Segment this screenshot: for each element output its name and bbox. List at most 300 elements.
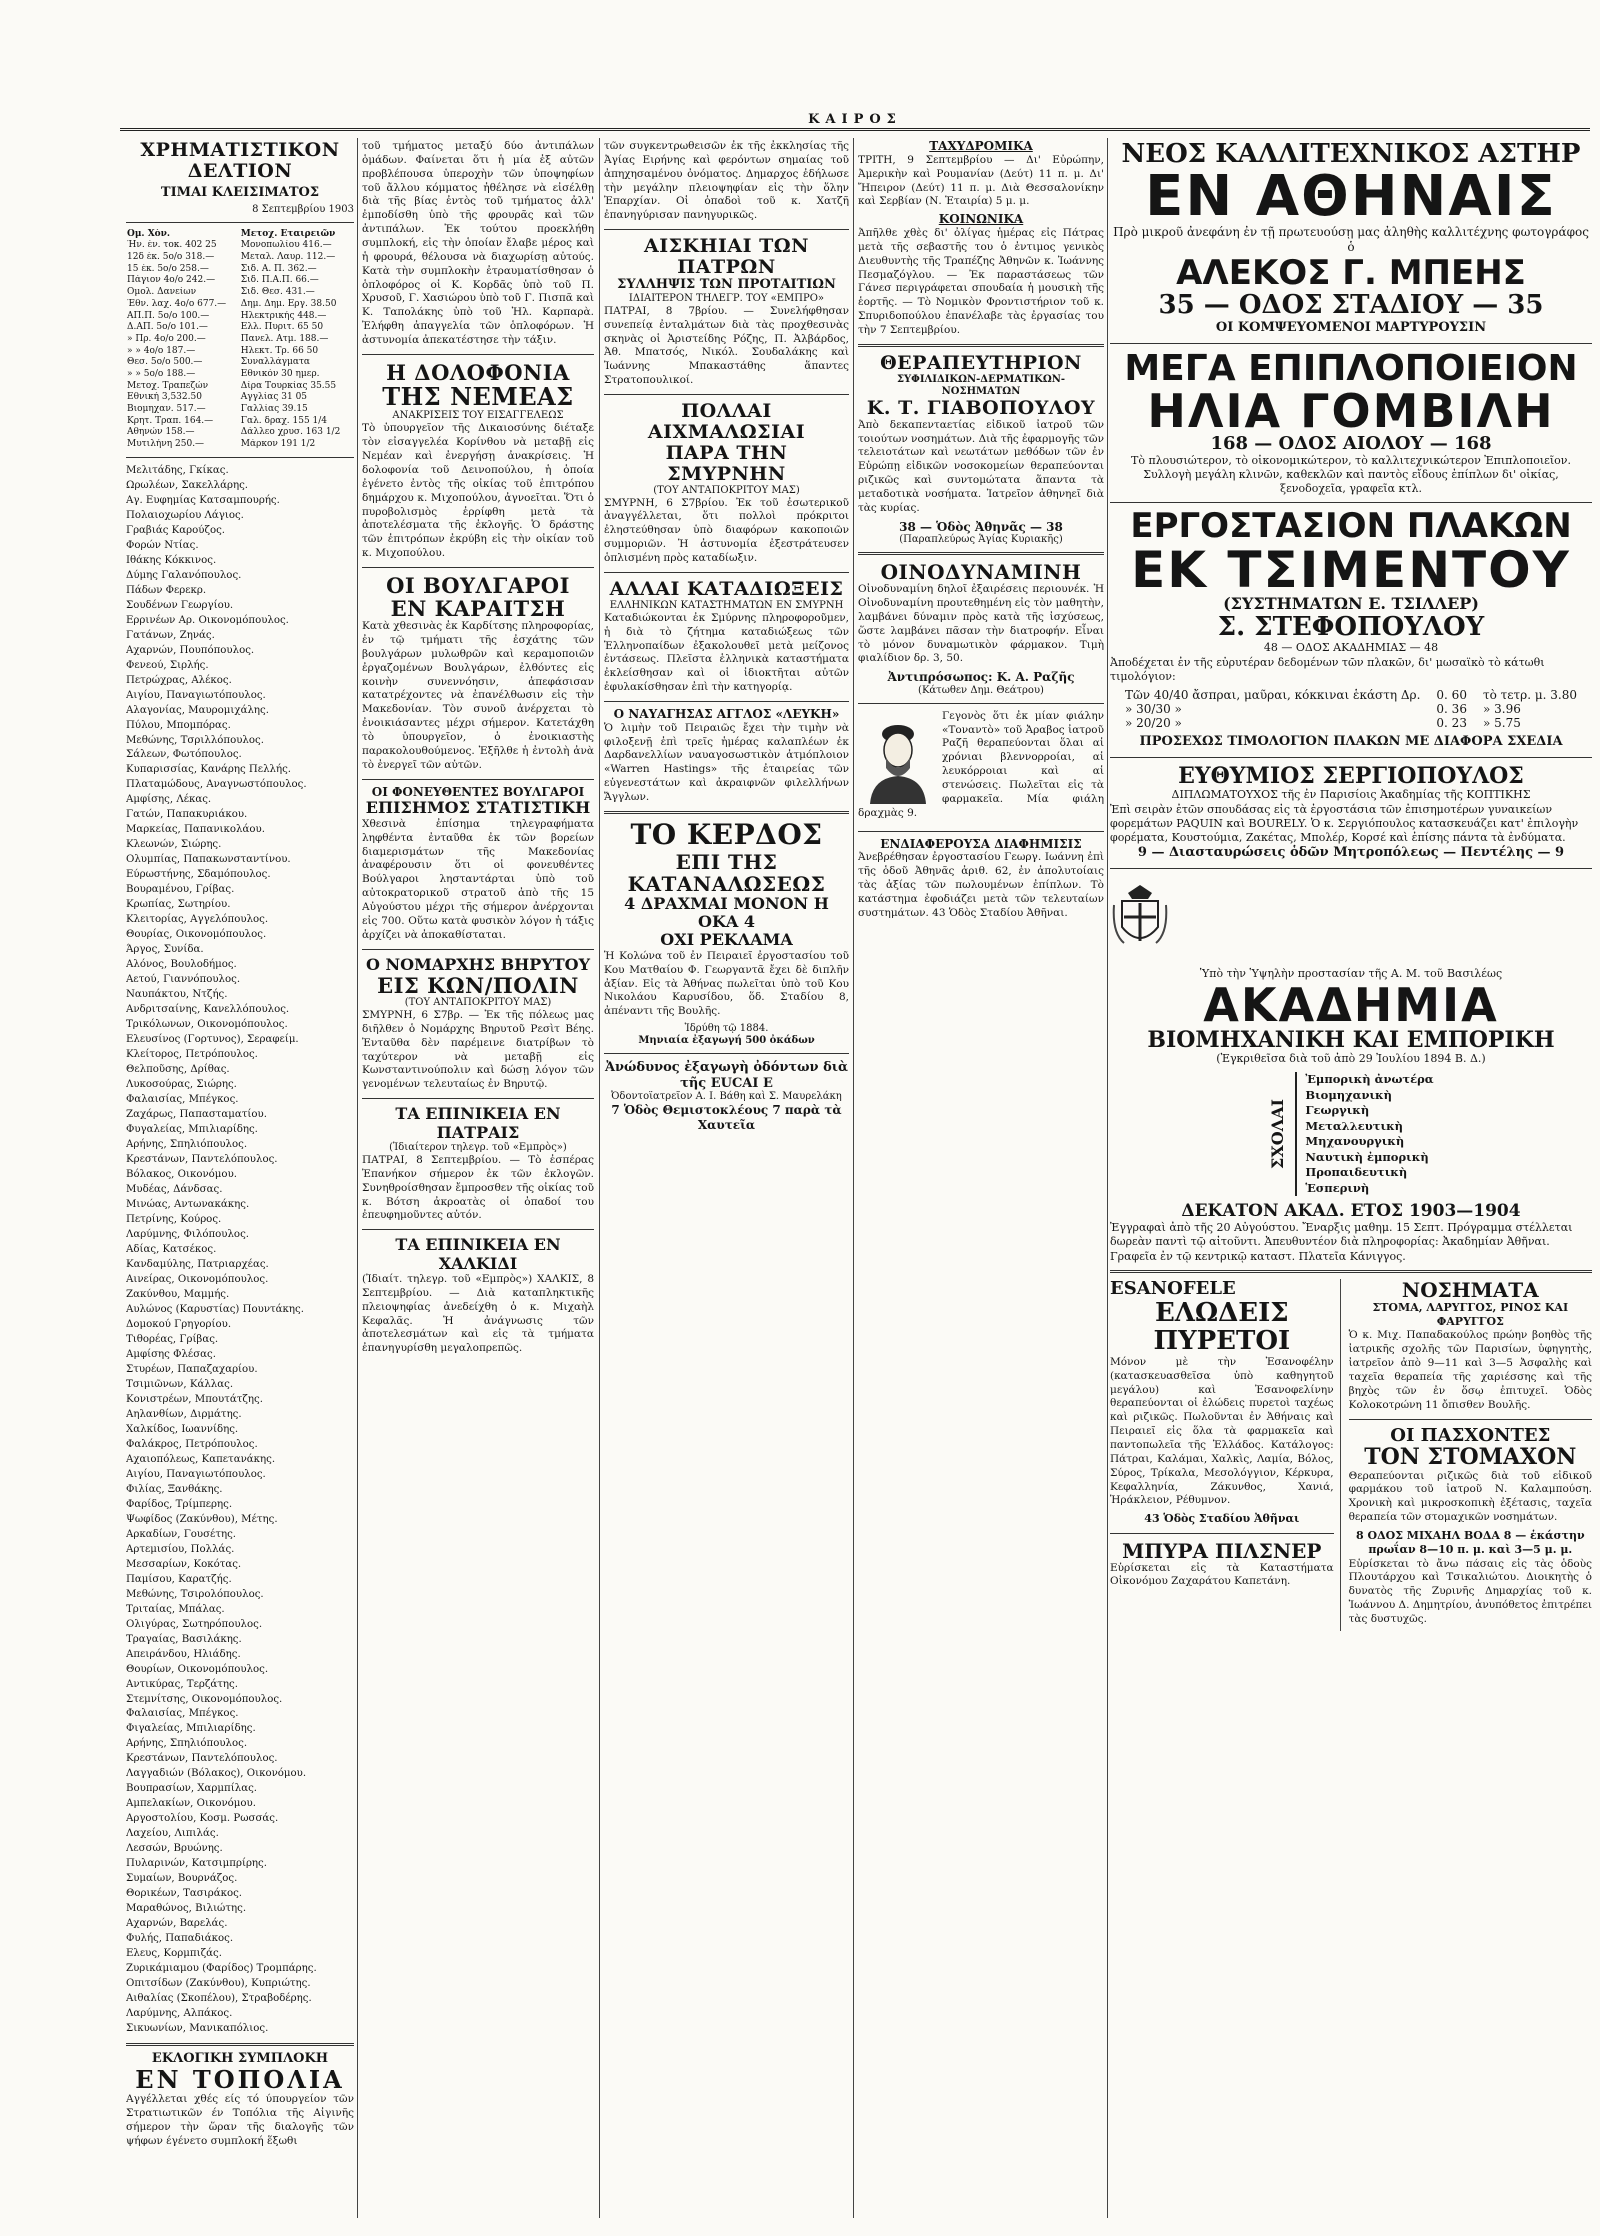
article-text: Τὸ ὑπουργεῖον τῆς Δικαιοσύνης διέταξε τὸν εἰσαγγελέα Κορίνθου νὰ μεταβῇ εἰς Νεμέαν καὶ ἐνεργήσῃ ἀνακρίσεις. Ἡ δολοφονία τοῦ Δεινοπούλου, ἡ ὁποία ἐγένετο ἐντὸς τῆς οἰκίας τοῦ ἐπιτρόπου δημάρχου κ. Μιχοπούλου, ἀγνοεῖται. Ὅτι ὁ πυροβολισμὸς ἐρρίφθη μετὰ τὰ ἀποτελέσματα τῆς ἐκλογῆς. Ὁ δράστης τῶν ἐπιτρόπων ἐκρύβη εἰς τὴν οἰκίαν τοῦ κ. Μιχοπούλου. — [362, 422, 594, 560]
ad-title: Κ. Τ. ΓΙΑΒΟΠΟΥΛΟΥ — [866, 396, 1096, 419]
column-rule — [357, 138, 358, 2218]
list-item: Αμφίσης, Λέκας. — [126, 794, 212, 806]
list-item: Φιγαλείας, Μπιλιαρίδης. — [126, 1723, 256, 1735]
list-item: Τραγαίας, Βασιλάκης. — [126, 1633, 242, 1645]
bond-cell: Ομολ. Δανείων — [127, 287, 197, 298]
school-item: Ναυτικὴ ἐμπορικὴ — [1305, 1149, 1429, 1164]
list-item: Μελιτάδης, Γκίκας. — [126, 464, 229, 476]
list-item: Θουρίας, Οικονομόπουλος. — [126, 929, 267, 941]
bond-cell: Ομ. Χόν. — [127, 228, 171, 239]
list-item: Μαραθώνος, Βιλιώτης. — [126, 1903, 247, 1915]
headline: ΠΑΡΑ ΤΗΝ ΣΜΥΡΝΗΝ — [665, 441, 788, 485]
divider — [604, 572, 849, 573]
headline: Ο ΝΑΥΑΓΗΣΑΣ ΑΓΓΛΟΣ «ΛΕΥΚΗ» — [613, 706, 840, 721]
article-title: ΕΝ ΤΟΠΟΛΙΑ — [135, 2065, 345, 2095]
share-cell: Δίρα Τουρκίας 35.55 — [240, 380, 337, 391]
market-row — [126, 240, 354, 252]
divider — [126, 2043, 354, 2046]
list-item: Αυλώνος (Καρυστίας) Πουντάκης. — [126, 1303, 304, 1315]
bond-cell: Αθηνών 158.— — [127, 427, 195, 438]
list-item: Αχαιοπόλεως, Καπετανάκης. — [126, 1453, 276, 1465]
bond-cell: ΑΠ.Π. 5ο/ο 100.— — [127, 310, 210, 321]
share-cell: Αγγλίας 31 05 — [240, 392, 308, 403]
list-item: Αιθαλίας (Σκοπέλου), Στραβοδέρης. — [126, 1993, 312, 2005]
list-item: Αντικύρας, Τερζάτης. — [126, 1678, 238, 1690]
share-cell: Ηλεκτ. Τρ. 66 50 — [240, 345, 319, 356]
ad-address: 38 — Ὁδὸς Ἀθηνᾶς — 38 — [899, 519, 1063, 534]
list-item: Θελποῦσης, Δρίθας. — [126, 1064, 230, 1076]
ad-subtitle: ΟΧΙ ΡΕΚΛΑΜΑ — [660, 930, 793, 950]
headline: ΤΗΣ ΝΕΜΕΑΣ — [382, 381, 574, 411]
list-item: Άργος, Συνίδα. — [126, 944, 204, 956]
divider — [126, 457, 354, 458]
list-item: Θορικέων, Τασιράκος. — [126, 1888, 243, 1900]
ad-name: ΑΛΕΚΟΣ Γ. ΜΠΕΗΣ — [1176, 252, 1526, 293]
section-heading: ΤΑΧΥΔΡΟΜΙΚΑ — [929, 140, 1033, 153]
article-text: Ἀπῆλθε χθὲς δι' ὀλίγας ἡμέρας εἰς Πάτρας μετὰ τῆς σεβαστῆς του ὁ ἐντιμος γενικὸς Διευθυντὴς τῆς Τραπέζης Ἀθηνῶν κ. Ἰωάννης Πεσμαζόγλου. — Ἐκ παραστάσεως τῶν Γάνεσ περιγράφεται σπουδαία ἡ μουσικὴ τῆς ἑορτῆς. — Τὸ Νομικὸν Φροντιστήριον τοῦ κ. Σπυριδοπούλου ἐπανέλαβε τὰς ἐργασίας του τὴν 7 Σεπτεμβρίου. — [858, 227, 1104, 337]
article-text: Ὁ λιμὴν τοῦ Πειραιῶς ἔχει τὴν τιμὴν νὰ φιλοξενῇ ἐπὶ τρεῖς ἡμέρας καλαπλέων ἐκ Δαρδανελλίων ναυαγοσωστικὸν ἀτμόπλοιον «Warren Hastings» τῆς ἐταιρείας τῶν εὐγενεστάτων καὶ ἀκραιφνῶν φιλελλήνων Ἄγγλων. — [604, 721, 849, 804]
article-text: τῶν συγκεντρωθεισῶν ἐκ τῆς ἐκκλησίας τῆς Ἀγίας Ειρήνης καὶ φερόντων σημαίας τοῦ ἀπηχησαμένου ὀνόματος. Δημαρχος ἐδήλωσε τὴν μεγάλην πλειοψηφίαν εἰς τὴν ὅλην Ἐπαρχίαν. Οἱ ὁπαδοὶ τοῦ κ. Χατζῆ ἐπανηγύρισαν πανηγυρικῶς. — [604, 140, 849, 222]
divider — [858, 831, 1104, 832]
price-row — [1117, 702, 1585, 716]
bond-cell: Μετοχ. Τραπεζών — [127, 380, 209, 391]
school-item: Ἐμπορικὴ ἀνωτέρα — [1305, 1072, 1434, 1087]
list-item: Αλαγονίας, Μαυρομιχάλης. — [126, 704, 269, 716]
list-item: Κρωπίας, Σωτηρίου. — [126, 899, 231, 911]
market-row — [126, 334, 354, 346]
ad-esanofele — [1110, 1279, 1341, 1631]
market-row — [126, 357, 354, 369]
list-item: Γραβιάς Καρούζος. — [126, 524, 226, 536]
list-item: Κανδαμύλης, Πατριαρχέας. — [126, 1258, 269, 1270]
price-cell: » 5.75 — [1482, 716, 1521, 731]
price-table — [1117, 688, 1585, 730]
divider — [1110, 868, 1592, 869]
divider — [858, 344, 1104, 347]
bottom-ads-row — [1110, 1279, 1592, 1631]
article-text: Αγγέλλεται χθές είς τό ύπουργείον τῶν Στρατιωτικῶν έν Τοπόλια τῆς Αἰγινῆς σήμερον τὴν ὥραν τῆς διαλογῆς τῶν ψήφων έγένετο συμπλοκή ἕξωθι — [126, 2093, 354, 2148]
headline: ΕΙΣ ΚΩΝ/ΠΟΛΙΝ — [377, 972, 579, 998]
ad-text: Τὸ πλουσιώτερον, τὸ οἰκονομικώτερον, τὸ καλλιτεχνικώτερον Ἐπιπλοποιεῖον. Συλλογὴ μεγάλη κλινῶν, καθεκλῶν καὶ παντὸς εἴδους ἐπίπλων δι' οἰκίας, ξενοδοχεῖα, γραφεῖα κτλ. — [1131, 453, 1571, 496]
divider — [604, 1053, 849, 1054]
subheadline: ΑΝΑΚΡΙΣΕΙΣ ΤΟΥ ΕΙΣΑΓΓΕΛΕΩΣ — [392, 410, 564, 422]
list-item: Απειράνδου, Ηλιάδης. — [126, 1648, 241, 1660]
ad-text: Ἡ Κολώνα τοῦ ἐν Πειραιεῖ ἐργοστασίου τοῦ Κου Ματθαίου Φ. Γεωργαντᾶ ἔχει δὲ διπλῆν ἀξίαν. Εἰς τὰ Ἀθήνας πωλεῖται ὑπὸ τοῦ Κου Νικολάου Καρυσίδου, ὅδ. Σταδίου 8, ἀπέναντι τῆς Βουλῆς. — [604, 949, 849, 1018]
list-item: Αρήνης, Σπηλιόπουλος. — [126, 1738, 248, 1750]
list-item: Λαρύμνης, Αλπάκος. — [126, 2008, 233, 2020]
price-cell: » 20/20 » — [1125, 716, 1182, 731]
list-item: Αιγίου, Παναγιωτόπουλος. — [126, 689, 266, 701]
list-item: Δύμης Γαλανόπουλος. — [126, 569, 242, 581]
column-5-ads — [1110, 140, 1592, 1631]
list-item: Αινείρας, Οικονομόπουλος. — [126, 1273, 269, 1285]
list-item: Μεθώνης, Τσριλλόπουλος. — [126, 734, 264, 746]
ad-subtitle: ΣΥΦΙΛΙΔΙΚΩΝ-ΔΕΡΜΑΤΙΚΩΝ-ΝΟΣΗΜΑΤΩΝ — [896, 373, 1066, 397]
list-item: Πάδων Φερεκρ. — [126, 584, 207, 596]
ad-heading: ΗΛΙΑ ΓΟΜΒΙΛΗ — [1147, 383, 1555, 438]
share-cell: Δημ. Δημ. Εργ. 38.50 — [240, 298, 337, 309]
ad-subtitle: 4 ΔΡΑΧΜΑΙ ΜΟΝΟΝ Η ΟΚΑ 4 — [624, 893, 829, 932]
bond-cell: Πάγιον 4ο/ο 242.— — [127, 275, 216, 286]
headline: ΠΟΛΛΑΙ ΑΙΧΜΑΛΩΣΙΑΙ — [647, 400, 806, 443]
school-item: Ἑσπερινὴ — [1305, 1180, 1370, 1195]
share-cell: Ηλεκτρικής 448.— — [240, 310, 327, 321]
price-cell: » 3.96 — [1482, 702, 1521, 717]
ad-line: (Κάτωθεν Δημ. Θεάτρου) — [918, 684, 1044, 696]
school-item: Προπαιδευτικὴ — [1305, 1165, 1408, 1180]
ad-subtitle: ΔΕΚΑΤΟΝ ΑΚΑΔ. ΕΤΟΣ 1903—1904 — [1181, 1201, 1521, 1222]
divider — [362, 354, 594, 355]
headline: ΕΝ ΚΑΡΑΙΤΣΗ — [390, 596, 566, 622]
list-item: Φαρίδος, Τρίμπερης. — [126, 1498, 233, 1510]
ad-title: ΟΙΝΟΔΥΝΑΜΙΝΗ — [880, 560, 1082, 585]
ad-text: Γεγονὸς ὅτι ἐκ μίαν φιάλην «Τοναντὸ» τοῦ Ἀραβος ἰατροῦ Ραζῆ θεραπεύονται ὅλαι αἱ χρόνιαι βλεννορροίαι, αἱ λευκόρροιαι καὶ αἱ στενώσεις. Πωλεῖται εἰς τὰ φαρμακεῖα. Μία φιάλη δραχμὰς 9. — [858, 709, 1104, 819]
share-cell: Μάρκον 191 1/2 — [240, 439, 316, 450]
article-text: ΠΑΤΡΑΙ, 8 7βρίου. — Συνελήφθησαν συνεπείᾳ ἐνταλμάτων διὰ τὰς προχθεσινὰς σκηνὰς οἱ Ἀριστείδης Ρόζης, Π. Ἀλβάρδος, Ἀθ. Μπατσός, Νικόλ. Σουδαλάκης καὶ Ἰωάννης Μπακαστάθης ἅπαντες Στρατοπουλικοί. — [604, 304, 849, 387]
market-row — [126, 404, 354, 416]
list-item: Σικυωνίων, Μανικαπόλιος. — [126, 2023, 269, 2035]
list-item: Βόλακος, Οικονόμου. — [126, 1169, 237, 1181]
ad-text: Θεραπεύονται ριζικῶς διὰ τοῦ εἰδικοῦ φαρμάκου τοῦ ἰατροῦ Ν. Καλαμπούση. Χρονικὴ καὶ μικροσκοπικὴ ἐξέτασις, ταχεῖα θεραπεία τῶν στομαχικῶν νοσημάτων. — [1348, 1469, 1592, 1524]
headline: ΤΑ ΕΠΙΝΙΚΕΙΑ ΕΝ ΧΑΛΚΙΔΙ — [395, 1235, 561, 1273]
list-item: Σάλεων, Φωτόπουλος. — [126, 749, 242, 761]
list-item: Αετού, Γιαννόπουλος. — [126, 974, 241, 986]
ad-heading: ΒΙΟΜΗΧΑΝΙΚΗ ΚΑΙ ΕΜΠΟΡΙΚΗ — [1147, 1026, 1555, 1053]
column-3 — [604, 140, 849, 1132]
ad-line: Μηνιαία ἐξαγωγή 500 ὀκάδων — [638, 1035, 815, 1047]
list-item: Αχαρνών, Βαρελάς. — [126, 1918, 228, 1930]
list-item: Κλεωνών, Σιώρης. — [126, 839, 222, 851]
list-item: Λαγγαδιών (Βόλακος), Οικονόμου. — [126, 1768, 307, 1780]
headline: ΑΛΛΑΙ ΚΑΤΑΔΙΩΞΕΙΣ — [609, 577, 844, 600]
list-item: Κλειτορίας, Αγγελόπουλος. — [126, 914, 269, 926]
market-row — [126, 346, 354, 358]
list-item: Στυρέων, Παπαζαχαρίου. — [126, 1363, 258, 1375]
list-item: Αηλανθίων, Διρμάτης. — [126, 1408, 242, 1420]
market-row — [126, 264, 354, 276]
ad-title: ΘΕΡΑΠΕΥΤΗΡΙΟΝ — [880, 351, 1082, 374]
list-item: Ιθάκης Κόκκινος. — [126, 554, 217, 566]
price-cell: Τῶν 40/40 ἄσπραι, μαῦραι, κόκκιναι ἑκάστη Δρ. — [1125, 688, 1421, 703]
divider — [604, 701, 849, 702]
share-cell: Σιδ. Π.Α.Π. 66.— — [240, 275, 319, 286]
ad-text: Ἐπὶ σειρὰν ἐτῶν σπουδάσας εἰς τὰ ἐργοστάσια τῶν ἐπισημοτέρων γυναικείων φορεμάτων PAQUIN καὶ BOURELY. Ὁ κ. Σεργιόπουλος κατασκευάζει κατ' ἐπιλογὴν φορέματα, Κουστούμια, Ζακέτας, Μπολέρ, Κορσέ καὶ ἐπίσης πάντα τὰ ἐνδύματα. — [1110, 802, 1579, 845]
ad-address: 168 — ΟΔΟΣ ΑΙΟΛΟΥ — 168 — [1210, 432, 1492, 454]
bond-cell: » » 5ο/ο 188.— — [127, 368, 196, 379]
ad-heading: ESANOFELE — [1110, 1277, 1236, 1299]
headline: Η ΔΟΛΟΦΟΝΙΑ — [386, 359, 570, 385]
share-cell: Γαλ. δραχ. 155 1/4 — [240, 415, 328, 426]
headline: ΑΙΣΚΗΙΑΙ ΤΩΝ ΠΑΤΡΩΝ — [643, 235, 810, 279]
bond-cell: » » 4ο/ο 187.— — [127, 345, 196, 356]
ad-heading: ΜΠΥΡΑ ΠΙΛΣΝΕΡ — [1122, 1538, 1322, 1563]
column-rule — [599, 138, 600, 2218]
ad-text: Εὑρίσκεται τὸ ἄνω πάσαις εἰς τὰς ὁδοὺς Πλουτάρχου καὶ Τσικαλιώτου. Διοικητὴς ὁ δυνατὸς τῆς Ζυρινῆς Δημαρχίας τοῦ κ. Ἰωάννου Δ. Δημητρίου, ἀνυπόθετος ἐπιτρέπει τὰς δυστυχῶς. — [1348, 1557, 1592, 1626]
ad-subtitle: ΣΤΟΜΑ, ΛΑΡΥΓΓΟΣ, ΡΙΝΟΣ ΚΑΙ ΦΑΡΥΓΓΟΣ — [1372, 1300, 1569, 1329]
divider — [1349, 1419, 1592, 1420]
royal-crest-icon — [1110, 883, 1170, 955]
price-cell: τὸ τετρ. μ. 3.80 — [1482, 688, 1577, 703]
ad-name: Σ. ΣΤΕΦΟΠΟΥΛΟΥ — [1217, 611, 1485, 642]
list-item: Τρικόλωνων, Οικονομόπουλος. — [126, 1019, 288, 1031]
list-item: Αμπελακίων, Οικονόμου. — [126, 1798, 256, 1810]
list-item: Φαλάκρος, Πετρόπουλος. — [126, 1438, 258, 1450]
list-item: Λαχείου, Λιπιλάς. — [126, 1828, 219, 1840]
bond-cell: Δ.ΑΠ. 5ο/ο 101.— — [127, 322, 208, 333]
market-row — [126, 427, 354, 439]
divider — [858, 552, 1104, 555]
list-item: Λεσσών, Βρυώνης. — [126, 1843, 223, 1855]
ad-text: Ἀνεβρέθησαν ἐργοστασίου Γεωργ. Ιωάννη ἐπὶ τῆς ὁδοῦ Ἀθηνᾶς ἀριθ. 62, ἐν ἀπολυτοίαις τὰς ἀξίας τῶν πωλουμένων ἐπίπλων. Τὸ κατάστημα ἐφοδιάζει μετὰ τῶν τελευταίων συστημάτων. 43 Ὁδὸς Σταδίου Ἀθῆναι. — [858, 851, 1104, 919]
list-item: Αιγίου, Παναγιωτόπουλος. — [126, 1468, 266, 1480]
ad-heading: ΕΡΓΟΣΤΑΣΙΟΝ ΠΛΑΚΩΝ — [1130, 506, 1572, 547]
list-item: Ολυμπίας, Παπακωνσταντίνου. — [126, 854, 291, 866]
list-item: Αμφίσης Φλέσας. — [126, 1348, 216, 1360]
list-item: Ωρωλέων, Σακελλάρης. — [126, 479, 249, 491]
market-row — [126, 275, 354, 287]
list-item: Βουπρασίων, Χαρμπίλας. — [126, 1783, 258, 1795]
ad-text: Ἀποδέχεται ἐν τῆς εὐρυτέραν δεδομένων τῶν πλακῶν, δι' μωσαϊκὸ τὸ κάτωθι τιμολόγιον: — [1110, 655, 1545, 683]
list-item: Φαλαισίας, Μπέγκος. — [126, 1094, 239, 1106]
list-item: Αδίας, Κατσέκος. — [126, 1243, 217, 1255]
share-cell: Μεταλ. Λαυρ. 112.— — [240, 252, 336, 263]
market-table — [126, 229, 354, 451]
list-item: Αχαρνών, Πουπόπουλος. — [126, 644, 255, 656]
list-item: Κρεστάνων, Παντελόπουλος. — [126, 1753, 278, 1765]
market-row — [126, 299, 354, 311]
bond-cell: 12δ έκ. 5ο/ο 318.— — [127, 252, 215, 263]
price-cell: 0. 23 — [1436, 716, 1467, 731]
market-row — [126, 381, 354, 393]
list-item: Φυλής, Παπαδιάκος. — [126, 1933, 234, 1945]
share-cell: Δάλλεο χρυσ. 163 1/2 — [240, 427, 341, 438]
list-item: Κλείτορος, Πετρόπουλος. — [126, 1049, 258, 1061]
divider — [604, 811, 849, 814]
ad-subtitle: ΔΙΠΛΩΜΑΤΟΥΧΟΣ τῆς ἐν Παρισίοις Ἀκαδημίας τῆς ΚΟΠΤΙΚΗΣ — [1171, 788, 1531, 802]
list-item: Πολαιοχωρίου Λάγιος. — [126, 509, 244, 521]
share-cell: Σιδ. Α. Π. 362.— — [240, 263, 317, 274]
share-cell: Πανελ. Ατμ. 188.— — [240, 333, 329, 344]
list-item: Αρήνης, Σπηλιόπουλος. — [126, 1139, 248, 1151]
list-item: Φαλαισίας, Μπέγκος. — [126, 1708, 239, 1720]
article-text: ΣΜΥΡΝΗ, 6 Σ7βρ. — Ἐκ τῆς πόλεως μας διῆλθεν ὁ Νομάρχης Βηρυτοῦ Ρεσὶτ Βέης. Ἐνταῦθα δὲν παρέμεινε διατρίβων τὸ ταχύτερον νὰ μεταβῇ εἰς Κωνσταντινούπολιν καὶ δώσῃ λόγον τῶν γενομένων τελευταίως ἐν Βηρυτῷ. — [362, 1009, 594, 1091]
list-item: Συμαίων, Βουρνάζος. — [126, 1873, 238, 1885]
list-item: Μινώας, Αντωνακάκης. — [126, 1199, 250, 1211]
masthead: ΚΑΙΡΟΣ — [120, 112, 1590, 131]
headline: ΣΥΛΛΗΨΙΣ ΤΩΝ ΠΡΟΤΑΙΤΙΩΝ — [617, 276, 836, 292]
bond-cell: Μυτιλήνη 250.— — [127, 439, 205, 450]
list-item: Φορών Ντίας. — [126, 539, 199, 551]
price-row — [1117, 688, 1585, 702]
ad-line: Ὀδοντοϊατρεῖον Α. Ι. Βάθη καὶ Σ. Μαυρελάκη — [611, 1091, 842, 1103]
list-item: Κυπαρισσίας, Κανάρης Πελλής. — [126, 764, 292, 776]
article-text: Καταδιώκονται ἐκ Σμύρνης πληροφοροῦμεν, ἡ διὰ τὸ ζήτημα καταδιώξεως τῶν Ἑλληνοπαίδων ἐξακολουθεῖ μετὰ μείζονος ἐντάσεως. Πλεῖστα ἑλληνικὰ καταστήματα ἐκλείσθησαν καὶ οἱ ἰδιοκτῆται αὐτῶν ἐφυλακίσθησαν ἐπὶ τὴν κατηγορίᾳ. — [604, 611, 849, 694]
subheadline: (Ἰδιαίτερον τηλεγρ. τοῦ «Εμπρὸς») — [389, 1141, 567, 1153]
market-row — [126, 287, 354, 299]
list-item: Γατών, Παπακυριάκου. — [126, 809, 248, 821]
subheadline: (ΤΟΥ ΑΝΤΑΠΟΚΡΙΤΟΥ ΜΑΣ) — [404, 997, 552, 1009]
share-cell: Σιδ. Θεσ. 431.— — [240, 287, 315, 298]
market-row — [126, 311, 354, 323]
divider — [362, 949, 594, 950]
ad-heading: ΝΟΣΗΜΑΤΑ — [1401, 1277, 1539, 1302]
schools-list — [1295, 1072, 1433, 1196]
list-item: Κρεστάνων, Παντελόπουλος. — [126, 1154, 278, 1166]
subheadline: ΕΛΛΗΝΙΚΩΝ ΚΑΤΑΣΤΗΜΑΤΩΝ ΕΝ ΣΜΥΡΝΗ — [609, 599, 844, 611]
ad-line: Ἀνώδυνος ἐξαγωγὴ ὀδόντων διὰ τῆς EUCAI E — [604, 1060, 849, 1091]
share-cell: Συναλλάγματα — [240, 357, 311, 368]
divider — [858, 703, 1104, 704]
list-item: Παμίσου, Καρατζής. — [126, 1573, 232, 1585]
ad-heading: ΕΚ ΤΣΙΜΕΝΤΟΥ — [1131, 541, 1571, 600]
closing-prices-subtitle: ΤΙΜΑΙ ΚΛΕΙΣΙΜΑΤΟΣ — [160, 184, 320, 200]
list-item: Οπιτσίδων (Ζακύνθου), Κυπριώτης. — [126, 1978, 311, 1990]
list-item: Αρτεμισίου, Πολλάς. — [126, 1543, 235, 1555]
article-text: ΠΑΤΡΑΙ, 8 Σεπτεμβρίου. — Τὸ ἐσπέρας Ἐπανήκον σήμερον ἐκ τῶν ἐκλογῶν. Συνηθροίσθησαν ἔμπροσθεν τῆς οἰκίας τοῦ κ. Βότση ἀκροατὰς οἱ ὀπαδοί του ἐπευφημοῦντες αὐτόν. — [362, 1153, 594, 1222]
list-item: Φιλίας, Ξανθάκης. — [126, 1483, 223, 1495]
article-kicker: ΕΚΛΟΓΙΚΗ ΣΥΜΠΛΟΚΗ — [151, 2051, 329, 2067]
ad-line: Ἀντιπρόσωπος: Κ. Α. Ραζῆς — [887, 670, 1075, 685]
list-item: Χαλκίδος, Ιωαννίδης. — [126, 1423, 239, 1435]
list-item: Πύλου, Μπομπόρας. — [126, 719, 231, 731]
ad-address: 9 — Διασταυρώσεις ὁδῶν Μητροπόλεως — Πεντέλης — 9 — [1137, 845, 1565, 861]
list-item: Αργοστολίου, Κοσμ. Ρωσσάς. — [126, 1813, 279, 1825]
headline: ΟΙ ΦΟΝΕΥΘΕΝΤΕΣ ΒΟΥΛΓΑΡΟΙ — [371, 784, 585, 799]
divider — [1110, 1533, 1334, 1534]
portrait-illustration — [858, 712, 936, 804]
column-1 — [126, 140, 354, 2153]
list-item: Στεμνίτσης, Οικονομόπουλος. — [126, 1693, 283, 1705]
headline: ΕΠΙΣΗΜΟΣ ΣΤΑΤΙΣΤΙΚΗ — [365, 798, 591, 818]
ad-text: Ἀπὸ δεκαπενταετίας εἰδικοῦ ἰατροῦ τῶν τοιούτων νοσημάτων. Διὰ τῆς ἐφαρμογῆς τῶν τελειοτάτων καὶ νεωτάτων μεθόδων τῶν ἐν Εὐρώπῃ εἰδικῶν νοσοκομείων θεραπεύονται ριζικῶς καὶ συντομώτατα ἅπαντα τὰ μεταδοτικὰ νοσήματα. Ἰατρεῖον ἀθηνηεῖ διὰ τὰς κυρίας. — [858, 418, 1104, 514]
bond-cell: Ήν. έν. τοκ. 402 25 — [127, 240, 217, 251]
list-item: Τιθορέας, Γρίβας. — [126, 1333, 219, 1345]
ad-heading: ΑΚΑΔΗΜΙΑ — [1203, 977, 1499, 1032]
market-row — [126, 322, 354, 334]
divider — [362, 1098, 594, 1099]
divider — [1110, 757, 1592, 758]
share-cell: Μονοπωλίου 416.— — [240, 240, 332, 251]
list-item: Σουδένων Γεωργίου. — [126, 599, 234, 611]
ad-heading: ΝΕΟΣ ΚΑΛΛΙΤΕΧΝΙΚΟΣ ΑΣΤΗΡ — [1121, 140, 1581, 169]
market-row — [126, 392, 354, 404]
ad-address: 48 — ΟΔΟΣ ΑΚΑΔΗΜΙΑΣ — 48 — [1263, 641, 1439, 655]
list-item: Μεθώνης, Τσιρολόπουλος. — [126, 1588, 264, 1600]
column-2 — [362, 140, 594, 1360]
column-4 — [858, 140, 1104, 925]
divider — [1110, 1270, 1592, 1273]
school-item: Γεωργικὴ — [1305, 1103, 1370, 1118]
divider — [126, 222, 354, 223]
bulletin-date: 8 Σεπτεμβρίου 1903 — [252, 203, 354, 215]
article-text: Χθεσινὰ ἐπίσημα τηλεγραφήματα ληφθέντα ἐνταῦθα ἐκ τῶν βορείων διαμερισμάτων τῆς Μακεδονίας ἀναφέρουσιν ὅτι οἱ φονευθέντες Βούλγαροι λησταντάρται ὑπὸ τοῦ αὐτοκρατορικοῦ στρατοῦ ἀπὸ τῆς 15 Αὐγούστου μέχρι τῆς σήμερον ἀνέρχονται εἰς 700. Οὕτω κατὰ φυσικὸν λόγον ἡ τάξις ἀρχίζει νὰ ἀποκαθίσταται. — [362, 817, 594, 941]
column-rule — [853, 138, 854, 2218]
schools-label: ΣΧΟΛΑΙ — [1268, 1099, 1288, 1170]
ad-text: (Ἐγκριθεῖσα διὰ τοῦ ἀπὸ 29 Ἰουλίου 1894 Β. Δ.) — [1216, 1051, 1486, 1065]
divider — [362, 1229, 594, 1230]
school-item: Μεταλλευτικὴ — [1305, 1118, 1404, 1133]
bond-cell: Έθν. λαχ. 4ο/ο 677.— — [127, 298, 227, 309]
list-item: Ελευς, Κορμπιζάς. — [126, 1948, 222, 1960]
price-row — [1117, 716, 1585, 730]
list-item: Ζυρικάμιαμου (Φαρίδος) Τρομπάρης. — [126, 1963, 317, 1975]
market-row — [126, 229, 354, 241]
article-text: Κατὰ χθεσινὰς ἐκ Καρδίτσης πληροφορίας, ἐν τῷ τμήματι τῆς ἐσχάτης τῶν βουλγάρων μυλωθρῶν καὶ κεραμοποιῶν ἐργαζομένων Βουλγάρων, ἐλθόντες εἰς κοινὴν συνεννόησιν, ἀπεφάσισαν κατατρέχοντες νὰ ἐπανέλθωσιν εἰς τὴν Μακεδονίαν. Τὸν συνοῦ ἀνέρχεται τὸ ἐνοικιάσαντες μέχρι σήμερον. Κατετάχθη τὸ ὑπουργεῖον, ὁ ἐνοικιαστὴς παρακολουθούμενος. Ἐξῆλθε ἡ ἐντολὴ ἀνὰ τὸ ἐνεργεῖ τῶν αὐτῶν. — [362, 620, 594, 771]
ad-address: 35 — ΟΔΟΣ ΣΤΑΔΙΟΥ — 35 — [1158, 290, 1544, 321]
list-item: Αγ. Ευφημίας Κατσαμπουρής. — [126, 494, 280, 506]
divider — [604, 394, 849, 395]
price-cell: 0. 60 — [1436, 688, 1467, 703]
article-text: τοῦ τμήματος μεταξύ δύο ἀντιπάλων ὁμάδων. Φαίνεται ὅτι ἡ μία ἐξ αὐτῶν προβλέπουσα ὑπεροχὴν τῶν ὑποψηφίων τοῦ ἄλλου κόμματος ἠθέλησε νὰ εἰσέλθῃ διὰ τῆς βίας ἐντὸς τοῦ τμήματος ἀλλ' ἐμποδίσθη ὑπὸ τῆς φρουρᾶς καὶ τῶν ἀντιπάλων. Ἐκ τούτου προεκλήθη συμπλοκή, εἰς τὴν ὁποίαν ἔλαβε μέρος καὶ ἡ φρουρά, θέλουσα νὰ διαχωρίσῃ αὐτούς. Κατὰ τὴν συμπλοκὴν ἐτραυματίσθησαν ὁ ὁπλοφόρος οἱ Κ. Κορδᾶς ὑπὸ τοῦ Π. Χρυσοῦ, Γ. Χασιώρου ὑπὸ τοῦ Γ. Πισπᾶ καὶ Κ. Ταπολάκης ὑπὸ τοῦ Ἠλ. Καρπαρὰ. Ἐλήφθη ἀπαγγελία τῶν ὁπλοφόρων. Ἡ ἀστυνομία ἀπεκατέστησε τὴν τάξιν. — [362, 140, 594, 347]
article-text: (Ἰδιαίτ. τηλεγρ. τοῦ «Εμπρὸς») ΧΑΛΚΙΣ, 8 Σεπτεμβρίου. — Διὰ καταπληκτικῆς πλειοψηφίας ἀνεδείχθη ὁ κ. Μιχαὴλ Κεφαλᾶς. Ἡ ἀνάγνωσις τῶν ἀποτελεσμάτων καὶ εἰς τὰ τμήματα ἐπανηγυρίσθη μεγαλοπρεπῶς. — [362, 1273, 594, 1355]
bond-cell: Θεσ. 5ο/ο 500.— — [127, 357, 203, 368]
ad-text: Ὑπὸ τὴν Ὑψηλὴν προστασίαν τῆς Α. Μ. τοῦ Βασιλέως — [1199, 967, 1503, 981]
ad-heading: ΕΝ ΑΘΗΝΑΙΣ — [1145, 163, 1557, 229]
list-item: Ψωφίδος (Ζακύνθου), Μέτης. — [126, 1513, 278, 1525]
list-item: Πετρώχρας, Αλέκος. — [126, 674, 232, 686]
list-item: Λαρύμνης, Φιλόπουλος. — [126, 1228, 250, 1240]
share-cell: Ελλ. Πυριτ. 65 50 — [240, 322, 324, 333]
ad-heading: ΤΟΝ ΣΤΟΜΑΧΟΝ — [1364, 1444, 1577, 1471]
ad-heading: ΕΛΩΔΕΙΣ ΠΥΡΕΤΟΙ — [1153, 1297, 1291, 1357]
list-item: Μεσσαρίων, Κοκότας. — [126, 1558, 242, 1570]
list-item: Εύρωστήνης, Σδαμόπουλος. — [126, 869, 271, 881]
ad-text: Ὁ κ. Μιχ. Παπαδακούλος πρώην βοηθὸς τῆς ἰατρικῆς σχολῆς τῶν Παρισίων, ὑφηγητὴς, ἰατρεῖον ἀπὸ 9—11 καὶ 3—5 Ἀσφαλὴς καὶ ταχεῖα θεραπεία τῆς χαριέσσης καὶ τῆς βηχὸς τῶν ἐν ὅσῳ ἐπιτυχεῖ. Ὁδὸς Κολοκοτρώνη 11 ὄπισθεν Βουλῆς. — [1348, 1329, 1592, 1411]
bond-cell: » Πρ. 4ο/ο 200.— — [127, 333, 206, 344]
list-item: Αρκαδίων, Γουσέτης. — [126, 1528, 237, 1540]
list-item: Δομοκού Γρηγορίου. — [126, 1318, 232, 1330]
market-row — [126, 416, 354, 428]
list-item: Ναυπάκτου, Ντζής. — [126, 989, 228, 1001]
bond-cell: Κρητ. Τραπ. 164.— — [127, 415, 214, 426]
list-item: Μαρκείας, Παπανικολάου. — [126, 824, 265, 836]
list-item: Πετρίνης, Κούρος. — [126, 1214, 222, 1225]
list-item: Ζαχάρως, Παπασταματίου. — [126, 1109, 267, 1121]
headline: ΟΙ ΒΟΥΛΓΑΡΟΙ — [386, 572, 570, 598]
ad-heading: ΜΕΓΑ ΕΠΙΠΛΟΠΟΙΕΙΟΝ — [1124, 347, 1578, 389]
ad-line: Ἱδρύθη τῷ 1884. — [684, 1023, 769, 1035]
article-text: ΤΡΙΤΗ, 9 Σεπτεμβρίου — Δι' Εὐρώπην, Ἀμερικὴν καὶ Ρουμανίαν (Δεύτ) 11 π. μ. Δι' Ἤπειρον (Δεύτ) 11 π. μ. Διὰ Θεσσαλονίκην καὶ Σερβίαν (Ν. Ἑταιρία) 5 μ. μ. — [858, 153, 1104, 208]
ad-address: 8 ΟΔΟΣ ΜΙΧΑΗΛ ΒΟΔΑ 8 — ἑκάστην πρωΐαν 8—10 π. μ. καὶ 3—5 μ. μ. — [1356, 1529, 1585, 1557]
ad-text: ΟΙ ΚΟΜΨΕΥΟΜΕΝΟΙ ΜΑΡΤΥΡΟΥΣΙΝ — [1215, 320, 1487, 336]
headline: ΤΑ ΕΠΙΝΙΚΕΙΑ ΕΝ ΠΑΤΡΑΙΣ — [395, 1104, 561, 1142]
divider — [362, 567, 594, 568]
list-item: Λυκοσούρας, Σιώρης. — [126, 1079, 237, 1091]
list-item: Μυδέας, Δάνδσας. — [126, 1184, 223, 1196]
bond-cell: Βιομηχαν. 517.— — [127, 404, 206, 415]
ad-title: ΤΟ ΚΕΡΔΟΣ — [630, 817, 823, 851]
ad-text: ΠΡΟΣΕΧΩΣ ΤΙΜΟΛΟΓΙΟΝ ΠΛΑΚΩΝ ΜΕ ΔΙΑΦΟΡΑ ΣΧΕΔΙΑ — [1139, 734, 1563, 750]
ad-subtitle: (ΣΥΣΤΗΜΑΤΩΝ Ε. ΤΣΙΛΛΕΡ) — [1223, 594, 1479, 614]
list-item: Γατάνων, Ζηνάς. — [126, 629, 215, 641]
share-cell: Γαλλίας 39.15 — [240, 404, 308, 415]
subheadline: ΙΔΙΑΙΤΕΡΟΝ ΤΗΛΕΓΡ. ΤΟΥ «ΕΜΠΡΟ» — [628, 292, 825, 304]
list-item: Κονιστρέων, Μπουτάτζης. — [126, 1393, 263, 1405]
list-item: Θουρίων, Οικονομόπουλος. — [126, 1663, 269, 1675]
market-row — [126, 369, 354, 381]
ad-text: Οἰνοδυναμίνη δηλοῖ ἐξαιρέσεις περιουνέκ. Ἡ Οἰνοδυναμίνη προυτεθημένη εἰς τὸν μαθητὴν, λαμβάνει δύναμιν πρὸς κατὰ τῆς ἰσχύσεως, ὥστε λαμβάνει πᾶσαν τὴν διατροφήν. Εἶναι τὸ μόνον δυναμωτικὸν φάρμακον. Τιμὴ φιαλίδιον δρ. 3, 50. — [858, 583, 1104, 665]
list-item: Ελευσίνος (Γορτυνος), Σεραφείμ. — [126, 1034, 299, 1046]
school-item: Μηχανουργικὴ — [1305, 1134, 1405, 1149]
list-item: Φενεού, Σιρλής. — [126, 659, 209, 671]
mayors-list — [126, 464, 354, 2037]
bond-cell: Εθνική 3,532.50 — [127, 392, 202, 403]
market-row — [126, 439, 354, 451]
ad-medical — [1341, 1279, 1592, 1631]
bond-cell: 15 έκ. 5ο/ο 258.— — [127, 263, 209, 274]
divider — [1110, 343, 1592, 344]
ad-text: Μόνον μὲ τὴν Ἐσανοφέλην (κατασκευασθεῖσα ὑπὸ καθηγητοῦ μεγάλου) καὶ Ἐσανοφελίνην θεραπεύονται οἱ ἐλώδεις πυρετοὶ ταχέως καὶ ριζικῶς. Πωλοῦνται ἐν Ἀθήναις καὶ Πειραιεῖ εἰς ὅλα τὰ φαρμακεῖα καὶ παντοπωλεῖα τῆς Ἑλλάδος. Κατάλογος: Πάτραι, Καλάμαι, Χαλκὶς, Λαμία, Βόλος, Σύρος, Τρίκαλα, Μεσολόγγιον, Κέρκυρα, Κεφαλληνία, Ζάκυνθος, Χανιά, Ἡράκλειον, Ρέθυμνον. — [1110, 1355, 1334, 1507]
